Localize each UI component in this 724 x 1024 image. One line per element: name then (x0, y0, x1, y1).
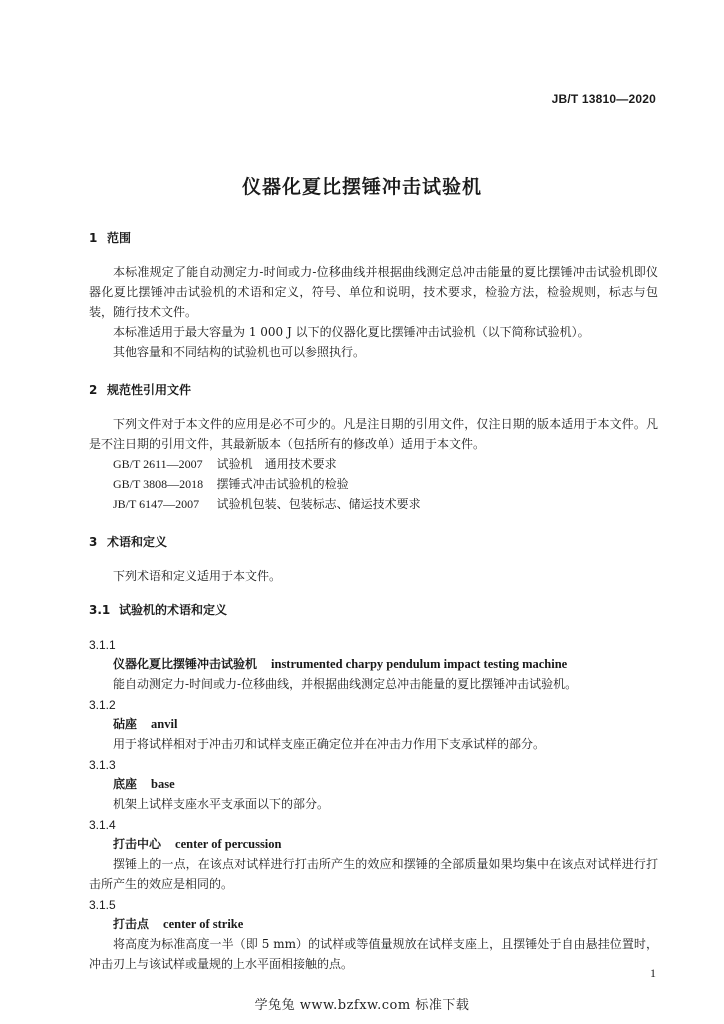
term-entry (89, 896, 658, 974)
paragraph: 下列术语和定义适用于本文件。 (113, 569, 282, 583)
term-entry (89, 696, 658, 754)
document-body (89, 228, 658, 974)
term-number: 3.1.2 (89, 698, 116, 712)
reference-code: JB/T 6147—2007 (113, 497, 200, 511)
term-definition: 机架上试样支座水平支承面以下的部分。 (113, 797, 330, 811)
term-definition: 将高度为标准高度一半（即 5 mm）的试样或等值量规放在试样支座上，且摆锤处于自由悬挂位置时，冲击刃上与该试样或量规的上水平面相接触的点。 (89, 937, 658, 971)
term-definition: 摆锤上的一点，在该点对试样进行打击所产生的效应和摆锤的全部质量如果均集中在该点对试样进行打击所产生的效应是相同的。 (89, 857, 658, 891)
reference-title: 摆锤式冲击试验机的检验 (216, 477, 349, 491)
term-entry (89, 636, 658, 694)
term-cn: 打击中心 (113, 837, 162, 851)
term-name (89, 654, 658, 674)
reference-code: GB/T 2611—2007 (113, 457, 203, 471)
reference-title: 试验机包装、包装标志、储运技术要求 (216, 497, 421, 511)
reference-item (89, 494, 658, 514)
term-en: instrumented charpy pendulum impact testing machine (271, 657, 568, 671)
section-title: 规范性引用文件 (107, 383, 192, 397)
term-number: 3.1.3 (89, 758, 116, 772)
term-cn: 仪器化夏比摆锤冲击试验机 (113, 657, 258, 671)
reference-title: 试验机 通用技术要求 (216, 457, 337, 471)
paragraph: 其他容量和不同结构的试验机也可以参照执行。 (113, 345, 366, 359)
term-en: anvil (151, 717, 178, 731)
section-title: 术语和定义 (107, 535, 168, 549)
term-name (89, 714, 658, 734)
reference-item (89, 474, 658, 494)
subsection-heading (89, 600, 658, 620)
term-number: 3.1.1 (89, 638, 116, 652)
term-number: 3.1.5 (89, 898, 116, 912)
paragraph: 下列文件对于本文件的应用是必不可少的。凡是注日期的引用文件，仅注日期的版本适用于本文件。凡是不注日期的引用文件，其最新版本（包括所有的修改单）适用于本文件。 (89, 417, 658, 451)
subsection-number: 3.1 (89, 603, 111, 617)
term-definition: 用于将试样相对于冲击刃和试样支座正确定位并在冲击力作用下支承试样的部分。 (113, 737, 546, 751)
document-title: 仪器化夏比摆锤冲击试验机 (241, 176, 482, 198)
term-name (89, 774, 658, 794)
paragraph: 本标准适用于最大容量为 1 000 J 以下的仪器化夏比摆锤冲击试验机（以下简称试验机）。 (113, 325, 590, 339)
term-entry (89, 816, 658, 894)
term-en: center of percussion (175, 837, 282, 851)
section-number: 2 (89, 383, 98, 397)
section-1-heading (89, 228, 658, 248)
standard-number: JB/T 13810—2020 (551, 92, 656, 106)
term-cn: 砧座 (113, 717, 138, 731)
section-number: 3 (89, 535, 98, 549)
term-en: center of strike (163, 917, 244, 931)
term-number: 3.1.4 (89, 818, 116, 832)
term-entry (89, 756, 658, 814)
paragraph: 本标准规定了能自动测定力-时间或力-位移曲线并根据曲线测定总冲击能量的夏比摆锤冲击试验机即仪器化夏比摆锤冲击试验机的术语和定义，符号、单位和说明，技术要求，检验方法，检验规则，标志与包装，随行技术文件。 (89, 265, 658, 319)
term-cn: 底座 (113, 777, 138, 791)
section-3-heading (89, 532, 658, 552)
term-name (89, 914, 658, 934)
term-en: base (151, 777, 175, 791)
subsection-title: 试验机的术语和定义 (119, 603, 228, 617)
term-name (89, 834, 658, 854)
reference-code: GB/T 3808—2018 (113, 477, 204, 491)
page-number: 1 (650, 966, 656, 980)
section-number: 1 (89, 231, 98, 245)
section-title: 范围 (107, 231, 132, 245)
term-definition: 能自动测定力-时间或力-位移曲线，并根据曲线测定总冲击能量的夏比摆锤冲击试验机。 (113, 677, 578, 691)
term-cn: 打击点 (113, 917, 150, 931)
reference-item (89, 454, 658, 474)
section-2-heading (89, 380, 658, 400)
footer-watermark: 学兔兔 www.bzfxw.com 标准下载 (254, 998, 470, 1013)
